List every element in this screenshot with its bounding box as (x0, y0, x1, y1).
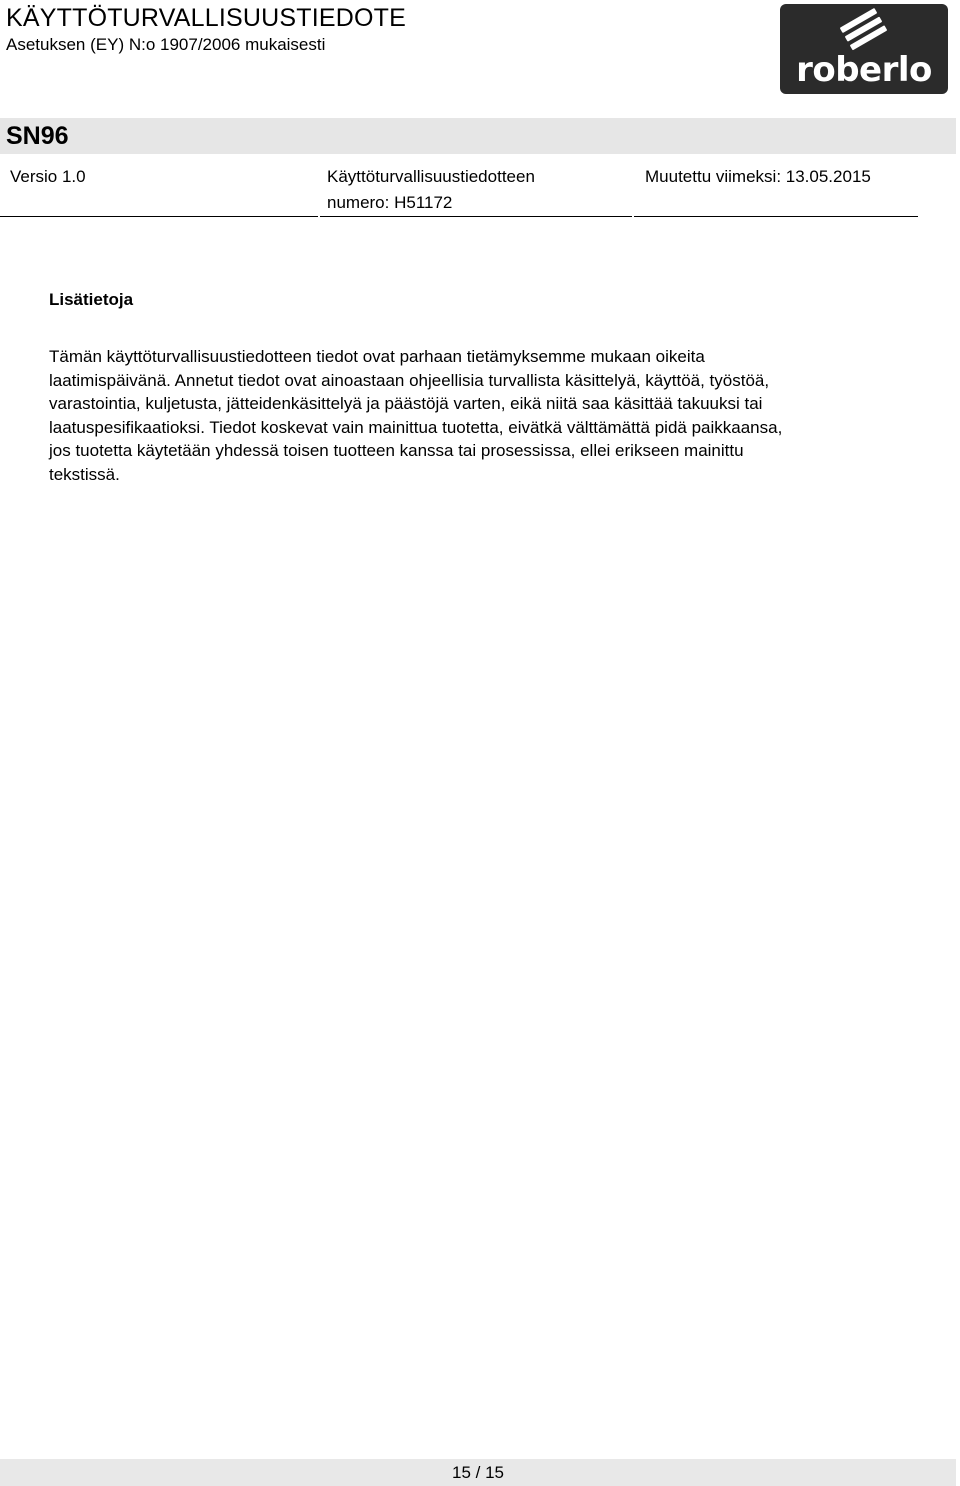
section-body (49, 345, 929, 487)
section-heading: Lisätietoja (49, 290, 134, 309)
logo-wordmark: roberlo (796, 50, 932, 90)
page-number: 15 / 15 (452, 1463, 504, 1482)
body-line: laatimispäivänä. Annetut tiedot ovat ainoastaan ohjeellisia turvallista käsittelyä, käyttöä, työstöä, (49, 370, 770, 390)
revision-date: Muutettu viimeksi: 13.05.2015 (645, 167, 871, 186)
product-code: SN96 (6, 122, 69, 150)
header-divider (634, 216, 918, 217)
body-line: Tämän käyttöturvallisuustiedotteen tiedot ovat parhaan tietämyksemme mukaan oikeita (49, 347, 705, 366)
header-divider (0, 216, 318, 217)
document-title: KÄYTTÖTURVALLISUUSTIEDOTE (6, 4, 406, 32)
body-line: varastointia, kuljetusta, jätteidenkäsittelyä ja päästöjä varten, eikä niitä saa käsittää takuuksi tai (49, 394, 763, 414)
body-line: laatuspesifikaatioksi. Tiedot koskevat vain mainittua tuotetta, eivätkä välttämättä pidä paikkaansa, (49, 417, 783, 437)
sds-number: numero: H51172 (327, 193, 453, 212)
version-label: Versio 1.0 (10, 167, 86, 186)
body-line: tekstissä. (49, 464, 120, 484)
document-subtitle: Asetuksen (EY) N:o 1907/2006 mukaisesti (6, 35, 326, 54)
roberlo-logo (780, 4, 948, 94)
sds-label: Käyttöturvallisuustiedotteen (327, 167, 535, 186)
header-divider (320, 216, 632, 217)
body-line: jos tuotetta käytetään yhdessä toisen tuotteen kanssa tai prosessissa, ellei erikseen mainittu (49, 441, 744, 461)
product-bar (0, 118, 956, 154)
